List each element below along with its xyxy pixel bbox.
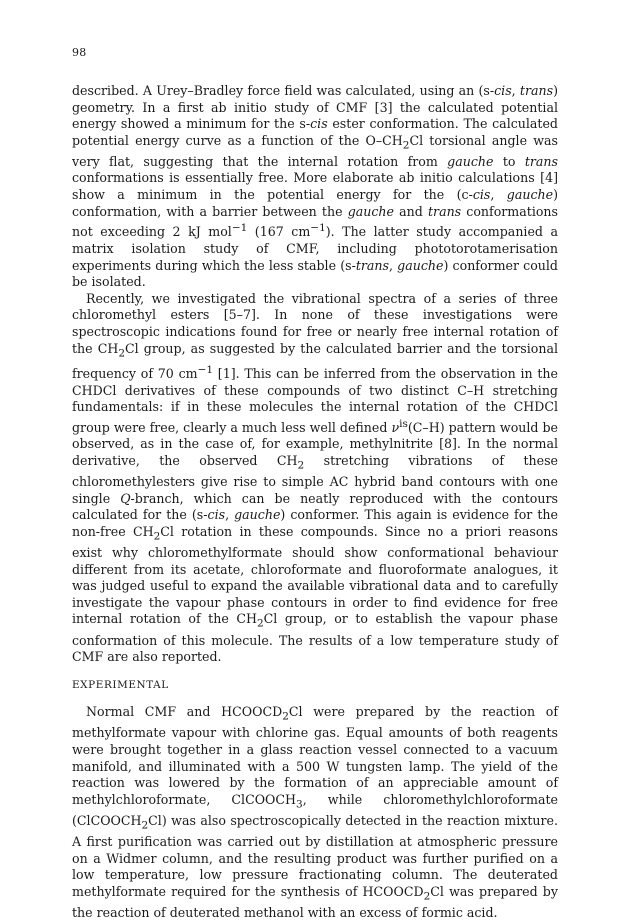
page-number: 98 (72, 46, 87, 59)
paragraph-intro-continued: described. A Urey–Bradley force field was calculated, using an (s-cis, trans) geometry. In a first ab initio study of CMF [3] the calculated potential energy showed a minimum for the s-cis ester conformation. The calculated potential energy curve as a function of the $O-CH_2Cl$ torsional angle was very flat, suggesting that the internal rotation from gauche to trans conformations is essentially free. More elaborate ab initio calculations [4] show a minimum in the potential energy for the (c-cis, gauche) conformation, with a barrier between the gauche and trans conformations not exceeding 2 kJ mol$^{-1}$ (167 $cm^{-1}$). The latter study accompanied a matrix isolation study of CMF, including phototorotamerisation experiments during which the less stable (s-trans, gauche) conformer could be isolated. (72, 83, 559, 290)
section-heading-experimental: EXPERIMENTAL (72, 678, 169, 691)
paragraph-experimental: Normal CMF and $HCOOCD_2Cl$ were prepared by the reaction of methylformate vapour with chlorine gas. Equal amounts of both reagents were brought together in a glass reaction vessel connected to a vacuum manifold, and illuminated with a 500 W tungsten lamp. The yield of the reaction was lowered by the formation of an appreciable amount of methylchloroformate, ClCOOCH$_3$, while chloromethylchloroformate (ClCOOCH$_2$Cl) was also spectroscopically detected in the reaction mixture. A first purification was carried out by distillation at atmospheric pressure on a Widmer column, and the resulting product was further purified on a low temperature, low pressure fractionating column. The deuterated methylformate required for the synthesis of $HCOOCD_2Cl$ was prepared by the reaction of deuterated methanol with an excess of formic acid. (72, 704, 559, 920)
paragraph-recent-investigations: Recently, we investigated the vibrational spectra of a series of three chloromethyl esters [5–7]. In none of these investigations were spectroscopic indications found for free or nearly free internal rotation of the $CH_2Cl$ group, as suggested by the calculated barrier and the torsional frequency of 70 $cm^{-1}$ [1]. This can be inferred from the observation in the CHDCl derivatives of these compounds of two distinct C–H stretching fundamentals: if in these molecules the internal rotation of the CHDCl group were free, clearly a much less well defined $\nu^{is}(C-H)$ pattern would be observed, as in the case of, for example, methylnitrite [8]. In the normal derivative, the observed $CH_2$ stretching vibrations of these chloromethylesters give rise to simple AC hybrid band contours with one single Q-branch, which can be neatly reproduced with the contours calculated for the (s-cis, gauche) conformer. This again is evidence for the non-free $CH_2Cl$ rotation in these compounds. Since no a priori reasons exist why chloromethylformate should show conformational behaviour different from its acetate, chloroformate and fluoroformate analogues, it was judged useful to expand the available vibrational data and to carefully investigate the vapour phase contours in order to find evidence for free internal rotation of the $CH_2Cl$ group, or to establish the vapour phase conformation of this molecule. The results of a low temperature study of CMF are also reported. (72, 290, 559, 665)
body-text (72, 83, 558, 922)
